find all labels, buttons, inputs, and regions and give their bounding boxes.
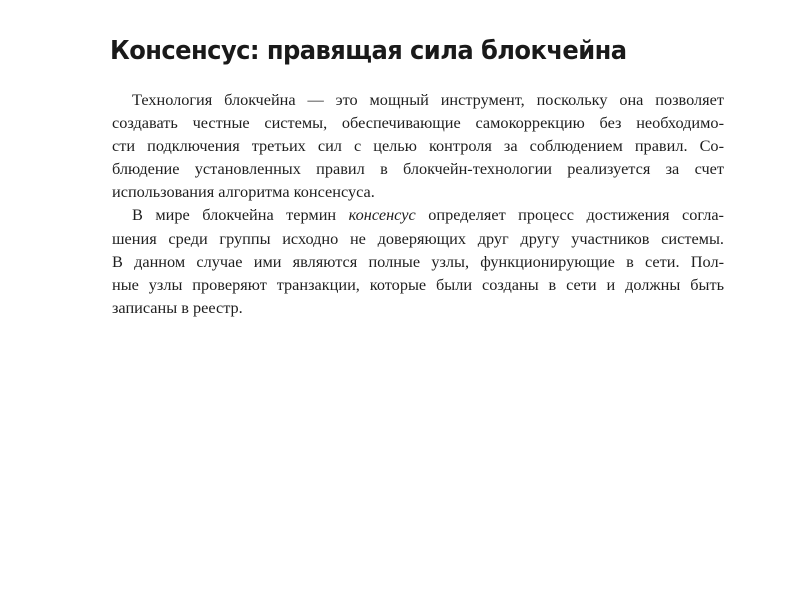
text-line: сти подключения третьих сил с целью контроля за соблюдением правил. Со- — [112, 136, 724, 156]
text-line: ные узлы проверяют транзакции, которые были созданы в сети и должны быть — [112, 274, 724, 294]
text-line: использования алгоритма консенсуса. — [112, 182, 375, 202]
text-line: создавать честные системы, обеспечивающие самокоррекцию без необходимо- — [112, 113, 724, 133]
text-segment: В мире блокчейна термин — [132, 205, 349, 225]
page-title: Консенсус: правящая сила блокчейна — [110, 36, 627, 66]
text-line: шения среди группы исходно не доверяющих друг другу участников системы. — [112, 228, 724, 248]
term-consensus: консенсус — [348, 205, 416, 225]
text-line: записаны в реестр. — [112, 297, 243, 317]
body-text — [112, 88, 724, 319]
text-segment: определяет процесс достижения согла- — [415, 205, 724, 225]
text-line — [112, 203, 724, 226]
text-line: блюдение установленных правил в блокчейн-технологии реализуется за счет — [112, 159, 724, 179]
paragraph-1 — [112, 88, 724, 203]
paragraph-2 — [112, 203, 724, 318]
text-line: Технология блокчейна — это мощный инструмент, поскольку она позволяет — [132, 90, 724, 109]
text-line: В данном случае ими являются полные узлы, функционирующие в сети. Пол- — [112, 251, 724, 271]
